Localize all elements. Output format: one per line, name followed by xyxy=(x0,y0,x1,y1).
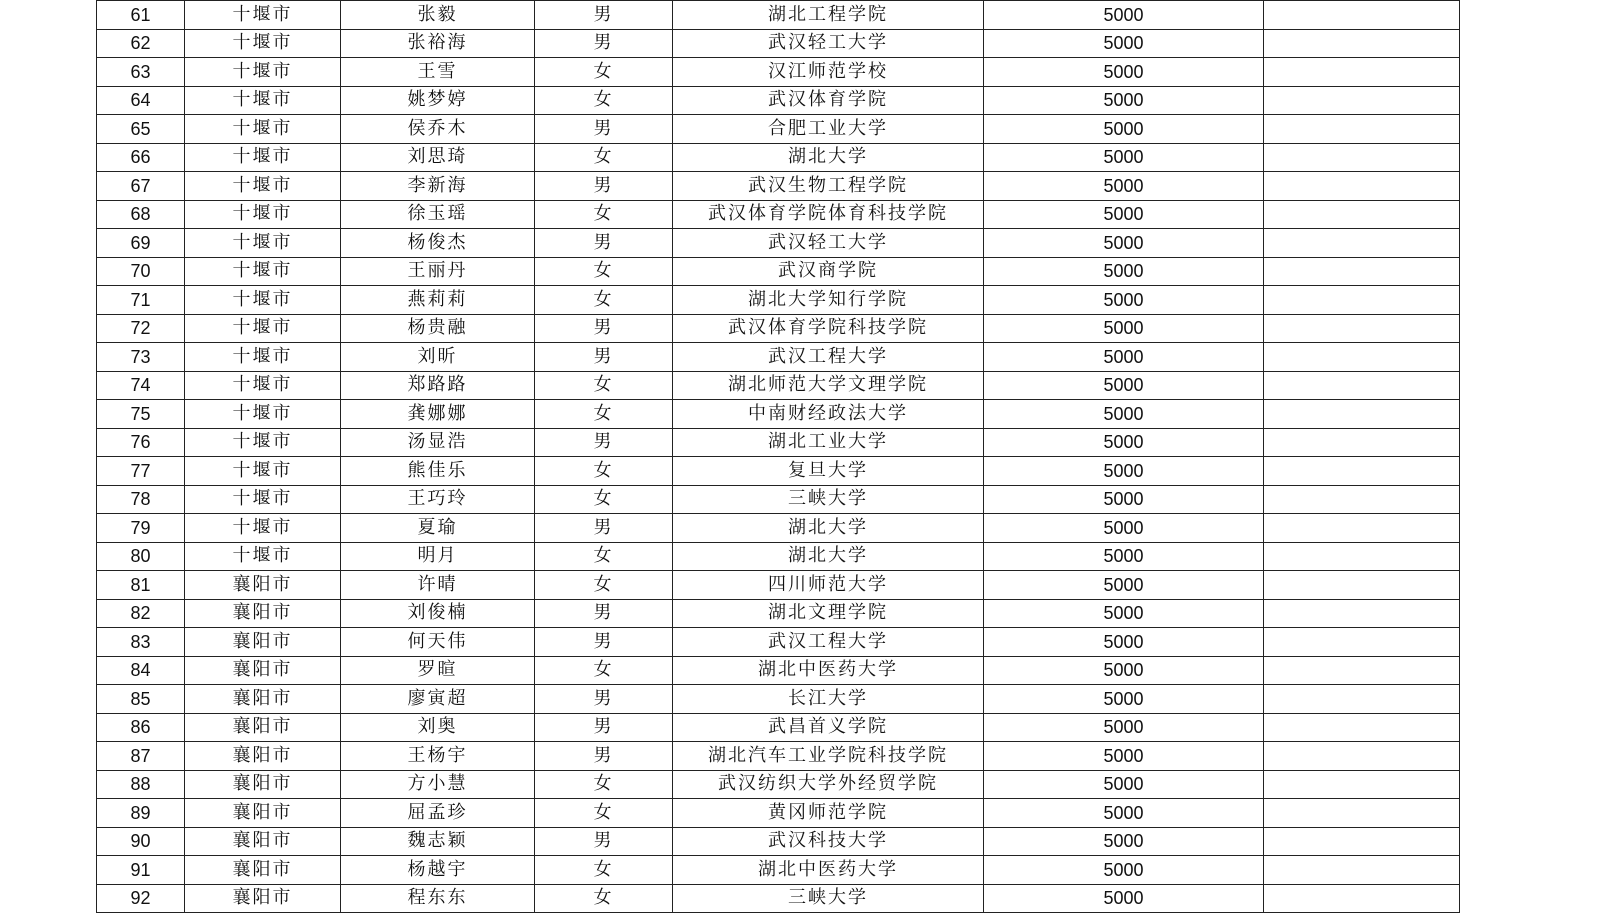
remark-cell xyxy=(1264,571,1460,600)
row-index-cell: 65 xyxy=(97,115,185,144)
amount-cell: 5000 xyxy=(984,656,1264,685)
amount-cell: 5000 xyxy=(984,599,1264,628)
row-index-cell: 92 xyxy=(97,884,185,913)
row-index-cell: 87 xyxy=(97,742,185,771)
gender-cell: 男 xyxy=(535,685,673,714)
gender-cell: 女 xyxy=(535,571,673,600)
row-index-cell: 76 xyxy=(97,428,185,457)
amount-cell: 5000 xyxy=(984,200,1264,229)
remark-cell xyxy=(1264,1,1460,30)
amount-cell: 5000 xyxy=(984,485,1264,514)
row-index-cell: 90 xyxy=(97,827,185,856)
row-index-cell: 62 xyxy=(97,29,185,58)
row-index-cell: 67 xyxy=(97,172,185,201)
name-cell: 姚梦婷 xyxy=(341,86,535,115)
row-index-cell: 88 xyxy=(97,770,185,799)
table-row xyxy=(97,143,1460,172)
row-index-cell: 74 xyxy=(97,371,185,400)
table-row xyxy=(97,742,1460,771)
table-row xyxy=(97,314,1460,343)
gender-cell: 女 xyxy=(535,884,673,913)
table-row xyxy=(97,514,1460,543)
school-cell: 武汉轻工大学 xyxy=(673,229,984,258)
city-cell: 十堰市 xyxy=(185,314,341,343)
row-index-cell: 77 xyxy=(97,457,185,486)
remark-cell xyxy=(1264,86,1460,115)
row-index-cell: 86 xyxy=(97,713,185,742)
row-index-cell: 61 xyxy=(97,1,185,30)
amount-cell: 5000 xyxy=(984,713,1264,742)
school-cell: 武汉体育学院体育科技学院 xyxy=(673,200,984,229)
school-cell: 武汉轻工大学 xyxy=(673,29,984,58)
name-cell: 杨俊杰 xyxy=(341,229,535,258)
table-row xyxy=(97,29,1460,58)
amount-cell: 5000 xyxy=(984,742,1264,771)
gender-cell: 女 xyxy=(535,770,673,799)
city-cell: 襄阳市 xyxy=(185,713,341,742)
table-row xyxy=(97,58,1460,87)
city-cell: 十堰市 xyxy=(185,58,341,87)
gender-cell: 女 xyxy=(535,371,673,400)
name-cell: 杨贵融 xyxy=(341,314,535,343)
city-cell: 十堰市 xyxy=(185,514,341,543)
gender-cell: 女 xyxy=(535,799,673,828)
row-index-cell: 78 xyxy=(97,485,185,514)
name-cell: 龚娜娜 xyxy=(341,400,535,429)
school-cell: 武汉纺织大学外经贸学院 xyxy=(673,770,984,799)
amount-cell: 5000 xyxy=(984,799,1264,828)
row-index-cell: 66 xyxy=(97,143,185,172)
table-row xyxy=(97,770,1460,799)
school-cell: 长江大学 xyxy=(673,685,984,714)
city-cell: 襄阳市 xyxy=(185,742,341,771)
name-cell: 熊佳乐 xyxy=(341,457,535,486)
table-row xyxy=(97,799,1460,828)
city-cell: 十堰市 xyxy=(185,1,341,30)
remark-cell xyxy=(1264,428,1460,457)
remark-cell xyxy=(1264,200,1460,229)
amount-cell: 5000 xyxy=(984,314,1264,343)
amount-cell: 5000 xyxy=(984,457,1264,486)
name-cell: 杨越宇 xyxy=(341,856,535,885)
gender-cell: 女 xyxy=(535,286,673,315)
gender-cell: 男 xyxy=(535,343,673,372)
school-cell: 四川师范大学 xyxy=(673,571,984,600)
gender-cell: 女 xyxy=(535,457,673,486)
remark-cell xyxy=(1264,713,1460,742)
table-row xyxy=(97,200,1460,229)
city-cell: 襄阳市 xyxy=(185,799,341,828)
gender-cell: 女 xyxy=(535,542,673,571)
gender-cell: 女 xyxy=(535,856,673,885)
amount-cell: 5000 xyxy=(984,371,1264,400)
school-cell: 中南财经政法大学 xyxy=(673,400,984,429)
gender-cell: 男 xyxy=(535,514,673,543)
city-cell: 襄阳市 xyxy=(185,685,341,714)
remark-cell xyxy=(1264,29,1460,58)
name-cell: 张裕海 xyxy=(341,29,535,58)
row-index-cell: 69 xyxy=(97,229,185,258)
name-cell: 刘昕 xyxy=(341,343,535,372)
school-cell: 武汉科技大学 xyxy=(673,827,984,856)
amount-cell: 5000 xyxy=(984,770,1264,799)
gender-cell: 男 xyxy=(535,428,673,457)
city-cell: 襄阳市 xyxy=(185,656,341,685)
table-row xyxy=(97,827,1460,856)
row-index-cell: 64 xyxy=(97,86,185,115)
remark-cell xyxy=(1264,400,1460,429)
remark-cell xyxy=(1264,314,1460,343)
city-cell: 十堰市 xyxy=(185,542,341,571)
gender-cell: 女 xyxy=(535,656,673,685)
city-cell: 襄阳市 xyxy=(185,599,341,628)
gender-cell: 男 xyxy=(535,713,673,742)
gender-cell: 女 xyxy=(535,257,673,286)
amount-cell: 5000 xyxy=(984,514,1264,543)
table-row xyxy=(97,371,1460,400)
row-index-cell: 81 xyxy=(97,571,185,600)
remark-cell xyxy=(1264,115,1460,144)
name-cell: 许晴 xyxy=(341,571,535,600)
name-cell: 夏瑜 xyxy=(341,514,535,543)
recipient-table xyxy=(96,0,1460,913)
remark-cell xyxy=(1264,856,1460,885)
table-row xyxy=(97,428,1460,457)
table-row xyxy=(97,457,1460,486)
row-index-cell: 85 xyxy=(97,685,185,714)
name-cell: 廖寅超 xyxy=(341,685,535,714)
gender-cell: 女 xyxy=(535,58,673,87)
city-cell: 襄阳市 xyxy=(185,770,341,799)
name-cell: 魏志颖 xyxy=(341,827,535,856)
remark-cell xyxy=(1264,143,1460,172)
city-cell: 襄阳市 xyxy=(185,571,341,600)
amount-cell: 5000 xyxy=(984,172,1264,201)
city-cell: 十堰市 xyxy=(185,428,341,457)
table-row xyxy=(97,86,1460,115)
row-index-cell: 70 xyxy=(97,257,185,286)
school-cell: 湖北大学知行学院 xyxy=(673,286,984,315)
amount-cell: 5000 xyxy=(984,1,1264,30)
name-cell: 王杨宇 xyxy=(341,742,535,771)
remark-cell xyxy=(1264,628,1460,657)
amount-cell: 5000 xyxy=(984,827,1264,856)
remark-cell xyxy=(1264,343,1460,372)
amount-cell: 5000 xyxy=(984,29,1264,58)
table-row xyxy=(97,599,1460,628)
row-index-cell: 73 xyxy=(97,343,185,372)
remark-cell xyxy=(1264,770,1460,799)
amount-cell: 5000 xyxy=(984,257,1264,286)
amount-cell: 5000 xyxy=(984,428,1264,457)
row-index-cell: 91 xyxy=(97,856,185,885)
gender-cell: 女 xyxy=(535,143,673,172)
name-cell: 刘奥 xyxy=(341,713,535,742)
amount-cell: 5000 xyxy=(984,143,1264,172)
school-cell: 武昌首义学院 xyxy=(673,713,984,742)
school-cell: 武汉生物工程学院 xyxy=(673,172,984,201)
remark-cell xyxy=(1264,172,1460,201)
amount-cell: 5000 xyxy=(984,400,1264,429)
name-cell: 王巧玲 xyxy=(341,485,535,514)
gender-cell: 男 xyxy=(535,229,673,258)
remark-cell xyxy=(1264,884,1460,913)
amount-cell: 5000 xyxy=(984,229,1264,258)
table-row xyxy=(97,542,1460,571)
gender-cell: 女 xyxy=(535,485,673,514)
name-cell: 何天伟 xyxy=(341,628,535,657)
amount-cell: 5000 xyxy=(984,115,1264,144)
school-cell: 武汉工程大学 xyxy=(673,628,984,657)
city-cell: 十堰市 xyxy=(185,172,341,201)
gender-cell: 男 xyxy=(535,742,673,771)
name-cell: 汤显浩 xyxy=(341,428,535,457)
gender-cell: 男 xyxy=(535,827,673,856)
school-cell: 湖北工程学院 xyxy=(673,1,984,30)
remark-cell xyxy=(1264,485,1460,514)
amount-cell: 5000 xyxy=(984,286,1264,315)
school-cell: 汉江师范学校 xyxy=(673,58,984,87)
name-cell: 侯乔木 xyxy=(341,115,535,144)
school-cell: 湖北中医药大学 xyxy=(673,856,984,885)
remark-cell xyxy=(1264,799,1460,828)
table-row xyxy=(97,229,1460,258)
name-cell: 张毅 xyxy=(341,1,535,30)
table-row xyxy=(97,286,1460,315)
school-cell: 复旦大学 xyxy=(673,457,984,486)
name-cell: 李新海 xyxy=(341,172,535,201)
table-row xyxy=(97,1,1460,30)
table-row xyxy=(97,656,1460,685)
row-index-cell: 89 xyxy=(97,799,185,828)
row-index-cell: 68 xyxy=(97,200,185,229)
city-cell: 十堰市 xyxy=(185,343,341,372)
remark-cell xyxy=(1264,58,1460,87)
row-index-cell: 63 xyxy=(97,58,185,87)
city-cell: 襄阳市 xyxy=(185,827,341,856)
city-cell: 十堰市 xyxy=(185,371,341,400)
amount-cell: 5000 xyxy=(984,86,1264,115)
remark-cell xyxy=(1264,514,1460,543)
gender-cell: 女 xyxy=(535,86,673,115)
school-cell: 三峡大学 xyxy=(673,485,984,514)
amount-cell: 5000 xyxy=(984,571,1264,600)
amount-cell: 5000 xyxy=(984,685,1264,714)
city-cell: 襄阳市 xyxy=(185,884,341,913)
name-cell: 刘思琦 xyxy=(341,143,535,172)
school-cell: 湖北汽车工业学院科技学院 xyxy=(673,742,984,771)
row-index-cell: 80 xyxy=(97,542,185,571)
gender-cell: 男 xyxy=(535,1,673,30)
name-cell: 屈孟珍 xyxy=(341,799,535,828)
remark-cell xyxy=(1264,742,1460,771)
school-cell: 合肥工业大学 xyxy=(673,115,984,144)
table-row xyxy=(97,571,1460,600)
remark-cell xyxy=(1264,229,1460,258)
remark-cell xyxy=(1264,457,1460,486)
city-cell: 十堰市 xyxy=(185,200,341,229)
row-index-cell: 71 xyxy=(97,286,185,315)
school-cell: 湖北大学 xyxy=(673,143,984,172)
row-index-cell: 79 xyxy=(97,514,185,543)
city-cell: 襄阳市 xyxy=(185,628,341,657)
name-cell: 罗暄 xyxy=(341,656,535,685)
school-cell: 三峡大学 xyxy=(673,884,984,913)
city-cell: 十堰市 xyxy=(185,485,341,514)
name-cell: 程东东 xyxy=(341,884,535,913)
table-row xyxy=(97,884,1460,913)
name-cell: 郑路路 xyxy=(341,371,535,400)
row-index-cell: 83 xyxy=(97,628,185,657)
gender-cell: 男 xyxy=(535,115,673,144)
gender-cell: 男 xyxy=(535,599,673,628)
school-cell: 武汉商学院 xyxy=(673,257,984,286)
school-cell: 湖北大学 xyxy=(673,514,984,543)
table-row xyxy=(97,257,1460,286)
table-body xyxy=(97,1,1460,913)
city-cell: 十堰市 xyxy=(185,457,341,486)
gender-cell: 男 xyxy=(535,172,673,201)
remark-cell xyxy=(1264,542,1460,571)
remark-cell xyxy=(1264,599,1460,628)
city-cell: 十堰市 xyxy=(185,400,341,429)
school-cell: 湖北师范大学文理学院 xyxy=(673,371,984,400)
remark-cell xyxy=(1264,371,1460,400)
row-index-cell: 84 xyxy=(97,656,185,685)
city-cell: 十堰市 xyxy=(185,143,341,172)
row-index-cell: 82 xyxy=(97,599,185,628)
row-index-cell: 75 xyxy=(97,400,185,429)
table-row xyxy=(97,172,1460,201)
gender-cell: 男 xyxy=(535,628,673,657)
school-cell: 黄冈师范学院 xyxy=(673,799,984,828)
school-cell: 湖北文理学院 xyxy=(673,599,984,628)
remark-cell xyxy=(1264,257,1460,286)
name-cell: 徐玉瑶 xyxy=(341,200,535,229)
table-row xyxy=(97,485,1460,514)
gender-cell: 女 xyxy=(535,400,673,429)
city-cell: 十堰市 xyxy=(185,86,341,115)
city-cell: 十堰市 xyxy=(185,115,341,144)
amount-cell: 5000 xyxy=(984,856,1264,885)
table-row xyxy=(97,856,1460,885)
city-cell: 十堰市 xyxy=(185,257,341,286)
name-cell: 方小慧 xyxy=(341,770,535,799)
name-cell: 王丽丹 xyxy=(341,257,535,286)
remark-cell xyxy=(1264,286,1460,315)
gender-cell: 女 xyxy=(535,200,673,229)
city-cell: 十堰市 xyxy=(185,229,341,258)
table-row xyxy=(97,343,1460,372)
amount-cell: 5000 xyxy=(984,542,1264,571)
school-cell: 武汉体育学院科技学院 xyxy=(673,314,984,343)
gender-cell: 男 xyxy=(535,314,673,343)
gender-cell: 男 xyxy=(535,29,673,58)
name-cell: 刘俊楠 xyxy=(341,599,535,628)
city-cell: 襄阳市 xyxy=(185,856,341,885)
amount-cell: 5000 xyxy=(984,58,1264,87)
school-cell: 武汉工程大学 xyxy=(673,343,984,372)
amount-cell: 5000 xyxy=(984,884,1264,913)
table-row xyxy=(97,685,1460,714)
school-cell: 湖北中医药大学 xyxy=(673,656,984,685)
school-cell: 湖北大学 xyxy=(673,542,984,571)
table-row xyxy=(97,628,1460,657)
name-cell: 王雪 xyxy=(341,58,535,87)
city-cell: 十堰市 xyxy=(185,286,341,315)
remark-cell xyxy=(1264,827,1460,856)
table-row xyxy=(97,713,1460,742)
table-row xyxy=(97,400,1460,429)
school-cell: 湖北工业大学 xyxy=(673,428,984,457)
amount-cell: 5000 xyxy=(984,628,1264,657)
amount-cell: 5000 xyxy=(984,343,1264,372)
row-index-cell: 72 xyxy=(97,314,185,343)
table-row xyxy=(97,115,1460,144)
city-cell: 十堰市 xyxy=(185,29,341,58)
school-cell: 武汉体育学院 xyxy=(673,86,984,115)
name-cell: 燕莉莉 xyxy=(341,286,535,315)
remark-cell xyxy=(1264,685,1460,714)
name-cell: 明月 xyxy=(341,542,535,571)
remark-cell xyxy=(1264,656,1460,685)
